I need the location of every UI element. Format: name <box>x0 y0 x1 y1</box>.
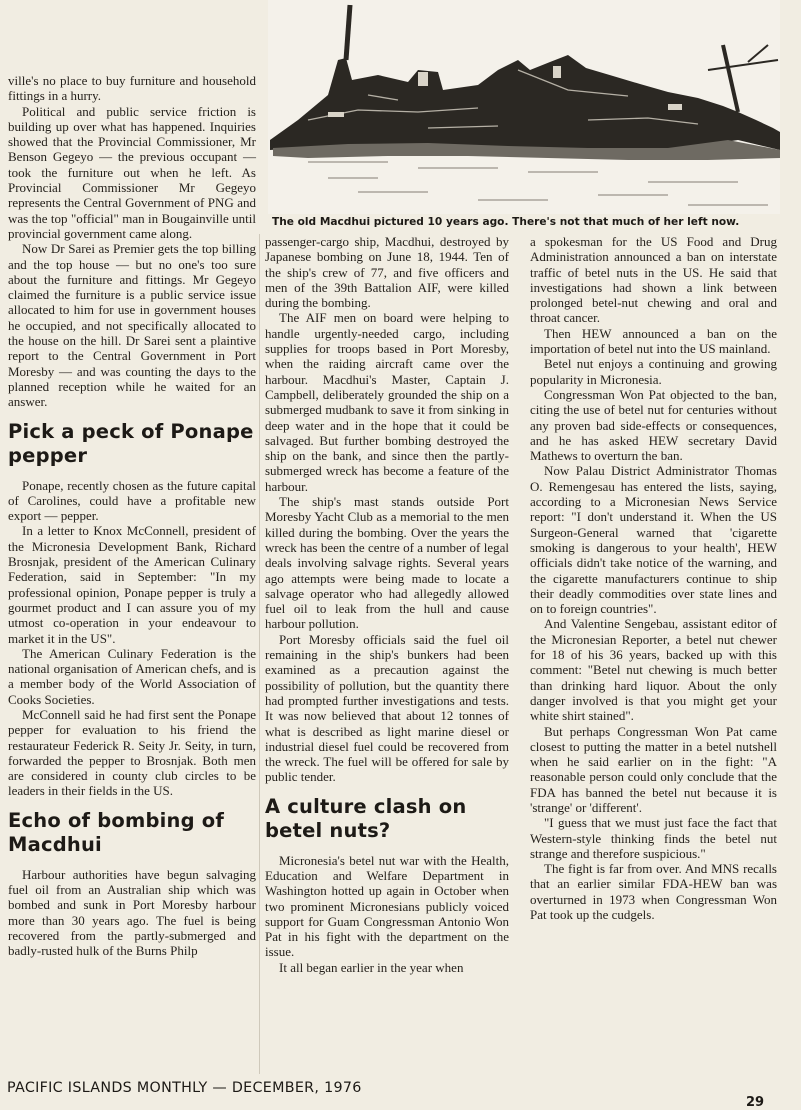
paragraph: Micronesia's betel nut war with the Health, Education and Welfare Department in Washington hotted up again in October when two prominent Micronesians publicly voiced support for Guam Congressman Antonio Won Pat in his fight with the department on the issue. <box>265 852 509 960</box>
article-headline-betel-nuts: A culture clash on betel nuts? <box>265 794 467 842</box>
column-divider <box>259 234 260 1074</box>
paragraph: The ship's mast stands outside Port Moresby Yacht Club as a memorial to the men killed during the bombing. Over the years the wreck has been the centre of a number of legal deals involving salvage rights. Several years ago attempts were being made to locate a salvage operator who had allegedly allowed fuel oil to leak from the hull and cause harbour pollution. <box>265 494 509 632</box>
paragraph: Political and public service friction is building up over what has happened. Inquiries showed that the Provincial Commissioner, Mr Benson Gegeyo — the previous occupant — took the furniture out when he left. As Provincial Commissioner Mr Gegeyo represents the Central Government of PNG and was the top "official" man in Bougainville until provincial government came along. <box>8 103 256 241</box>
paragraph: In a letter to Knox McConnell, president of the Micronesia Development Bank, Richard Brosnjak, president of the American Culinary Federation, said in September: "In my professional opinion, Ponape pepper is truly a gourmet product and I can assure you of my utmost co-operation in your endeavour to market it in the US". <box>8 523 256 646</box>
paragraph: The fight is far from over. And MNS recalls that an earlier similar FDA-HEW ban was overturned in 1973 when Congressman Won Pat took up the cudgels. <box>530 861 777 923</box>
paragraph: "I guess that we must just face the fact that Western-style thinking finds the betel nut strange and therefore suspicious." <box>530 815 777 861</box>
magazine-footer: PACIFIC ISLANDS MONTHLY — DECEMBER, 1976 <box>7 1080 362 1096</box>
article-headline-ponape-pepper: Pick a peck of Ponape pepper <box>8 419 254 467</box>
article-headline-macdhui: Echo of bombing of Macdhui <box>8 808 225 856</box>
column-1 <box>8 73 256 959</box>
macdhui-wreck-image <box>268 0 780 214</box>
paragraph: Ponape, recently chosen as the future capital of Carolines, could have a profitable new export — pepper. <box>8 477 256 524</box>
shipwreck-photo <box>268 0 780 214</box>
paragraph: It all began earlier in the year when <box>279 959 464 975</box>
paragraph: a spokesman for the US Food and Drug Administration announced a ban on interstate traffic of betel nuts in the US. He said that investigations had shown a link between prolonged betel-nut chewing and oral and throat cancer. <box>530 234 777 326</box>
paragraph: Harbour authorities have begun salvaging fuel oil from an Australian ship which was bombed and sunk in Port Moresby harbour more than 30 years ago. The fuel is being recovered from the partly-submerged and badly-rusted hulk of the Burns Philp <box>8 866 256 959</box>
paragraph: The American Culinary Federation is the national organisation of American chefs, and is a member body of the World Association of Cooks Societies. <box>8 645 256 707</box>
paragraph: Port Moresby officials said the fuel oil remaining in the ship's bunkers had been examined as a precaution against the possibility of pollution, but the quantity there had prompted further investigations and tests. It was now believed that about 12 tonnes of what is described as light marine diesel or industrial diesel fuel could be recovered from the wreck. The fuel will be offered for sale by public tender. <box>265 631 509 785</box>
paragraph: Now Dr Sarei as Premier gets the top billing and the top house — but no one's too sure about the furniture and fittings. Mr Gegeyo claimed the furniture is a public service issue allocated to him for use in government houses he occupied, and not specifically allocated to the house on the hill. Dr Sarei sent a plaintive report to the Central Government in Port Moresby — and was counting the days to the planned reception while he waited for an answer. <box>8 241 256 410</box>
paragraph: Now Palau District Administrator Thomas O. Remengesau has entered the lists, saying, according to a Micronesian News Service report: "I don't understand it. When the US Surgeon-General warned that 'cigarette smoking is dangerous to your health', HEW officials didn't take notice of the warning, and the cigarette manufacturers continue to ship their deadly commodities over state lines and on to foreign countries". <box>530 463 777 617</box>
paragraph: But perhaps Congressman Won Pat came closest to putting the matter in a betel nutshell when he said earlier on in the fight: "A reasonable person could only conclude that the FDA has banned the betel nut because it is 'strange' or 'different'. <box>530 723 777 815</box>
paragraph: Congressman Won Pat objected to the ban, citing the use of betel nut for centuries without any proven bad side-effects or consequences, and he has asked HEW secretary David Mathews to overturn the ban. <box>530 386 777 464</box>
paragraph: ville's no place to buy furniture and household fittings in a hurry. <box>8 73 256 104</box>
page-number: 29 <box>746 1095 765 1110</box>
column-3 <box>530 234 777 922</box>
paragraph: Then HEW announced a ban on the importation of betel nut into the US mainland. <box>530 325 777 357</box>
photo-caption: The old Macdhui pictured 10 years ago. There's not that much of her left now. <box>272 216 740 228</box>
paragraph: And Valentine Sengebau, assistant editor of the Micronesian Reporter, a betel nut chewer for 18 of his 36 years, backed up with this comment: "Betel nut chewing is much better than drinking hard liquor. About the only danger involved is that you might get your white shirt stained". <box>530 616 777 724</box>
paragraph: Betel nut enjoys a continuing and growing popularity in Micronesia. <box>530 356 777 387</box>
paragraph: McConnell said he had first sent the Ponape pepper for evaluation to his friend the restaurateur Federick R. Seity Jr. Seity, in turn, forwarded the pepper to Brosnjak. Both men are considered in county club circles to be leaders in their fields in the US. <box>8 706 256 799</box>
paragraph: The AIF men on board were helping to handle urgently-needed cargo, including supplies for troops based in Port Moresby, when the raiding aircraft came over the harbour. Macdhui's Master, Captain J. Campbell, deliberately grounded the ship on a submerged mudbank to save it from sinking in deep water and in the hope that it could be salvaged. But further bombing destroyed the ship on the bank, and since then the partly-submerged wreck has become a feature of the harbour. <box>265 310 509 494</box>
column-2 <box>265 234 509 975</box>
paragraph: passenger-cargo ship, Macdhui, destroyed by Japanese bombing on June 18, 1944. Ten of the ship's crew of 77, and five officers and men of the 39th Battalion AIF, were killed during the bombing. <box>265 234 509 311</box>
